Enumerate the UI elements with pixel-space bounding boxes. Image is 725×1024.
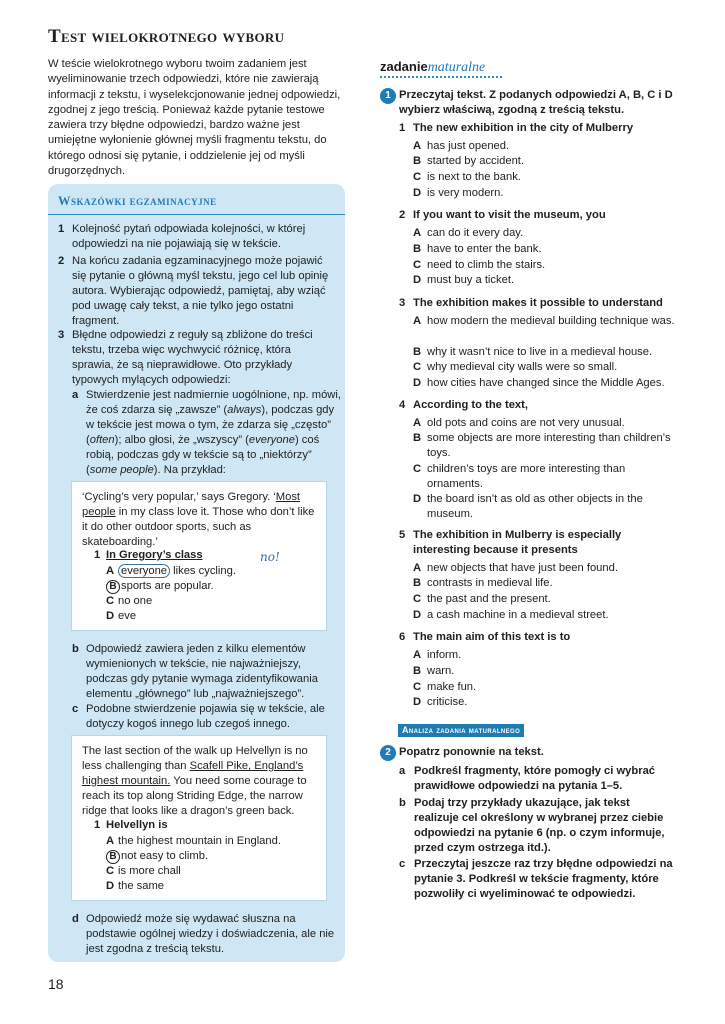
question-number: 6 xyxy=(399,631,406,643)
question-text: The main aim of this text is to xyxy=(413,631,571,643)
analysis-letter: b xyxy=(399,797,406,809)
sub-letter: d xyxy=(72,913,79,925)
option-b: B contrasts in medieval life. xyxy=(413,577,553,589)
option-a: A has just opened. xyxy=(413,140,510,152)
option-b: B sports are popular. xyxy=(106,579,214,594)
sub-text: Odpowiedź zawiera jeden z kilku elementów wymienionych w tekście, nie najważniejszy, podczas gdy pytanie wymaga zidentyfikowania elementu „głównego” lub „najważniejszego”. xyxy=(86,643,318,700)
tip-text: Błędne odpowiedzi z reguły są zbliżone do treści tekstu, trzeba więc wychwycić różnicę, która sprawia, że są nieprawidłowe. Oto przykłady typowych mylących odpowiedzi: xyxy=(72,329,313,386)
option-d: D the board isn’t as old as other objects in the museum. xyxy=(413,493,643,520)
option-d: D criticise. xyxy=(413,696,468,708)
sub-letter: a xyxy=(72,389,79,401)
option-b: B why it wasn’t nice to live in a medieval house. xyxy=(413,346,653,358)
example-card-1 xyxy=(72,482,326,630)
option-d: D the same xyxy=(106,880,165,892)
handwritten-note: no! xyxy=(260,550,280,564)
option-a: A can do it every day. xyxy=(413,227,524,239)
option-d: D eve xyxy=(106,610,137,622)
analysis-item-b: Podaj trzy przykłady ukazujące, jak tekst realizuje cel określony w wybranej przez ciebie odpowiedzi na pytanie 6 (np. o czym informuje, przed czym ostrzega itd.). xyxy=(414,797,665,854)
panel-header xyxy=(48,184,345,215)
option-c: C is more chall xyxy=(106,865,181,877)
sub-letter: c xyxy=(72,703,79,715)
page-number: 18 xyxy=(48,976,64,992)
task-instruction: Przeczytaj tekst. Z podanych odpowiedzi A, B, C i D wybierz właściwą, zgodną z treścią tekstu. xyxy=(399,89,673,116)
option-b: B started by accident. xyxy=(413,155,525,167)
question-number: 1 xyxy=(94,819,101,831)
task-number-badge: 1 xyxy=(380,88,396,104)
section-label: zadaniematuralne xyxy=(380,59,486,75)
task-instruction: Popatrz ponownie na tekst. xyxy=(399,746,544,758)
sub-text: Odpowiedź może się wydawać słuszna na podstawie ogólnej wiedzy i doświadczenia, ale nie jest zgodna z treścią tekstu. xyxy=(86,913,335,955)
question-text: The exhibition in Mulberry is especially interesting because it presents xyxy=(413,529,622,556)
tip-number: 2 xyxy=(58,255,65,267)
option-c: C is next to the bank. xyxy=(413,171,521,183)
task-number-badge: 2 xyxy=(380,745,396,761)
analysis-letter: c xyxy=(399,858,406,870)
question-number: 4 xyxy=(399,399,406,411)
option-a: A everyone likes cycling. xyxy=(106,565,236,577)
tip-text: Kolejność pytań odpowiada kolejności, w której odpowiedzi na nie pojawiają się w tekście. xyxy=(72,223,306,250)
option-d: D how cities have changed since the Middle Ages. xyxy=(413,377,665,389)
option-a: A the highest mountain in England. xyxy=(106,835,281,847)
question-number: 3 xyxy=(399,297,406,309)
option-b: B have to enter the bank. xyxy=(413,243,542,255)
option-a: A old pots and coins are not very unusual. xyxy=(413,417,625,429)
example-card-2 xyxy=(72,736,326,900)
option-a: A new objects that have just been found. xyxy=(413,562,618,574)
question-text: The exhibition makes it possible to understand xyxy=(413,297,663,309)
circled-answer: B xyxy=(106,580,120,594)
option-b: B some objects are more interesting than children’s toys. xyxy=(413,432,671,459)
question-text: Helvellyn is xyxy=(106,819,168,831)
section-label-underline xyxy=(380,76,502,78)
analysis-letter: a xyxy=(399,765,406,777)
sub-text: Podobne stwierdzenie pojawia się w tekście, ale dotyczy kogoś innego lub czegoś innego. xyxy=(86,703,325,730)
option-d: D a cash machine in a medieval street. xyxy=(413,609,609,621)
panel-title: Wskazówki egzaminacyjne xyxy=(58,194,217,208)
option-c: C no one xyxy=(106,595,153,607)
intro-text: W teście wielokrotnego wyboru twoim zadaniem jest wyeliminowanie trzech odpowiedzi, które nie zawierają informacji z tekstu, i wyselekcjonowanie jednej odpowiedzi, zgodnej z jego treścią. Ponieważ każde pytanie testowe zawiera trzy błędne odpowiedzi, bardzo ważne jest umiejętne wyłonienie głównej myśli fragmentu tekstu, do którego odnosi się pytanie, i oddzielenie jej od myśli drugorzędnych. xyxy=(48,58,341,178)
question-text: The new exhibition in the city of Mulberry xyxy=(413,122,634,134)
analysis-item-a: Podkreśl fragmenty, które pomogły ci wybrać prawidłowe odpowiedzi na pytania 1–5. xyxy=(414,765,656,792)
question-number: 5 xyxy=(399,529,406,541)
circled-answer: B xyxy=(106,850,120,864)
option-c: C why medieval city walls were so small. xyxy=(413,361,618,373)
question-text: According to the text, xyxy=(413,399,528,411)
exam-tips-panel xyxy=(48,184,345,962)
question-text: In Gregory’s class xyxy=(106,549,203,561)
question-number: 1 xyxy=(399,122,406,134)
tip-text: Na końcu zadania egzaminacyjnego może pojawić się pytanie o główną myśl tekstu, jego cel lub opinię autora. Wybierając odpowiedź, pamiętaj, aby wziąć pod uwagę cały tekst, a nie tylko jego ostatni fragment. xyxy=(72,255,329,327)
option-c: C the past and the present. xyxy=(413,593,551,605)
option-c: C make fun. xyxy=(413,681,477,693)
option-a: A inform. xyxy=(413,649,462,661)
page-title: Test wielokrotnego wyboru xyxy=(48,26,285,47)
example-text: The last section of the walk up Helvellyn is no less challenging than Scafell Pike, England’s highest mountain. You need some courage to reach its top along Striding Edge, the narrow ridge that looks like a dragon’s green back. xyxy=(82,745,308,817)
option-d: D must buy a ticket. xyxy=(413,274,515,286)
option-d: D is very modern. xyxy=(413,187,504,199)
option-b: B warn. xyxy=(413,665,455,677)
option-c: C children’s toys are more interesting than ornaments. xyxy=(413,463,626,490)
sub-letter: b xyxy=(72,643,79,655)
option-c: C need to climb the stairs. xyxy=(413,259,546,271)
analysis-item-c: Przeczytaj jeszcze raz trzy błędne odpowiedzi na pytanie 3. Podkreśl w tekście fragmenty, które pozwoliły ci wyeliminować te odpowiedzi. xyxy=(414,858,673,900)
question-number: 2 xyxy=(399,209,406,221)
option-b: B not easy to climb. xyxy=(106,849,208,864)
sub-text: Stwierdzenie jest nadmiernie uogólnione, np. mówi, że coś zdarza się „zawsze” (always), podczas gdy w tekście jest mowa o tym, że zdarza się „często” (often); albo głosi, że „wszyscy” (everyone) coś robią, podczas gdy w tekście są to „niektórzy” (some people). Na przykład: xyxy=(86,389,341,476)
analysis-heading: Analiza zadania maturalnego xyxy=(398,724,524,737)
tip-number: 1 xyxy=(58,223,65,235)
question-number: 1 xyxy=(94,549,101,561)
example-text: ‘Cycling’s very popular,’ says Gregory. ‘Most people in my class love it. Those who don’t like it do other outdoor sports, such as skateboarding.’ xyxy=(82,491,315,548)
option-a: A how modern the medieval building technique was. xyxy=(413,315,675,327)
tip-number: 3 xyxy=(58,329,65,341)
question-text: If you want to visit the museum, you xyxy=(413,209,606,221)
